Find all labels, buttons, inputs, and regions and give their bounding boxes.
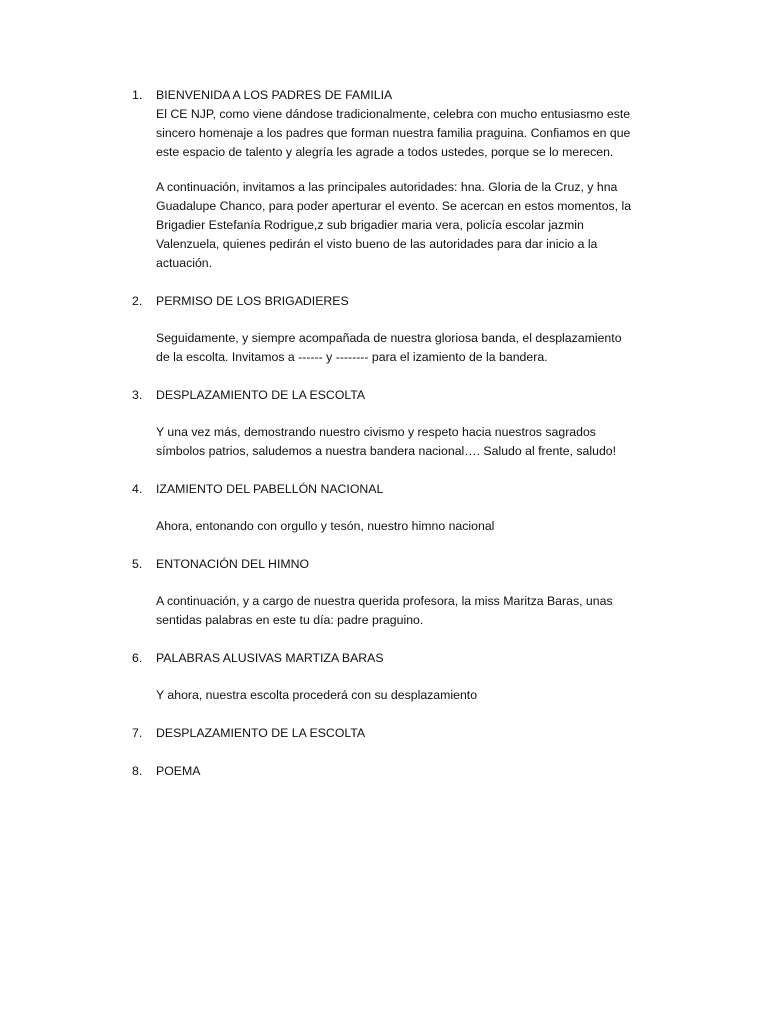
item-heading: POEMA — [156, 764, 201, 778]
item-heading: BIENVENIDA A LOS PADRES DE FAMILIA — [156, 88, 393, 102]
item-heading: ENTONACIÓN DEL HIMNO — [156, 557, 310, 571]
paragraph-line: símbolos patrios, saludemos a nuestra bandera nacional…. Saludo al frente, saludo! — [156, 444, 617, 458]
item-number: 2. — [132, 294, 143, 308]
item-number: 8. — [132, 764, 143, 778]
item-intro-paragraph — [156, 105, 666, 162]
paragraph-line: Brigadier Estefanía Rodrigue,z sub brigadier maria vera, policía escolar jazmin — [156, 218, 584, 232]
item-heading: DESPLAZAMIENTO DE LA ESCOLTA — [156, 726, 366, 740]
paragraph-line: A continuación, y a cargo de nuestra querida profesora, la miss Maritza Baras, unas — [156, 594, 613, 608]
item-number: 4. — [132, 482, 143, 496]
item-paragraph — [156, 686, 666, 705]
paragraph-line: Valenzuela, quienes pedirán el visto bueno de las autoridades para dar inicio a la — [156, 237, 598, 251]
item-heading: IZAMIENTO DEL PABELLÓN NACIONAL — [156, 482, 384, 496]
item-number: 1. — [132, 88, 143, 102]
item-number: 5. — [132, 557, 143, 571]
paragraph-line: sentidas palabras en este tu día: padre praguino. — [156, 613, 424, 627]
paragraph-line: Guadalupe Chanco, para poder aperturar el evento. Se acercan en estos momentos, la — [156, 199, 632, 213]
paragraph-line: actuación. — [156, 256, 213, 270]
paragraph-line: Seguidamente, y siempre acompañada de nuestra gloriosa banda, el desplazamiento — [156, 331, 622, 345]
paragraph-line: A continuación, invitamos a las principales autoridades: hna. Gloria de la Cruz, y hna — [156, 180, 618, 194]
item-number: 7. — [132, 726, 143, 740]
paragraph-line: El CE NJP, como viene dándose tradicionalmente, celebra con mucho entusiasmo este — [156, 107, 631, 121]
paragraph-line: este espacio de talento y alegría les agrade a todos ustedes, porque se lo merecen. — [156, 145, 614, 159]
paragraph-line: Y una vez más, demostrando nuestro civismo y respeto hacia nuestros sagrados — [156, 425, 596, 439]
paragraph-line: sincero homenaje a los padres que forman nuestra familia praguina. Confiamos en que — [156, 126, 631, 140]
item-heading: DESPLAZAMIENTO DE LA ESCOLTA — [156, 388, 366, 402]
item-paragraph — [156, 592, 666, 630]
item-paragraph — [156, 178, 666, 273]
item-paragraph — [156, 329, 666, 367]
paragraph-line: Ahora, entonando con orgullo y tesón, nuestro himno nacional — [156, 519, 495, 533]
item-heading: PERMISO DE LOS BRIGADIERES — [156, 294, 349, 308]
item-paragraph — [156, 423, 666, 461]
item-paragraph — [156, 517, 666, 536]
paragraph-line: de la escolta. Invitamos a ------ y -------- para el izamiento de la bandera. — [156, 350, 548, 364]
item-heading: PALABRAS ALUSIVAS MARTIZA BARAS — [156, 651, 384, 665]
paragraph-line: Y ahora, nuestra escolta procederá con su desplazamiento — [156, 688, 478, 702]
item-number: 6. — [132, 651, 143, 665]
item-number: 3. — [132, 388, 143, 402]
